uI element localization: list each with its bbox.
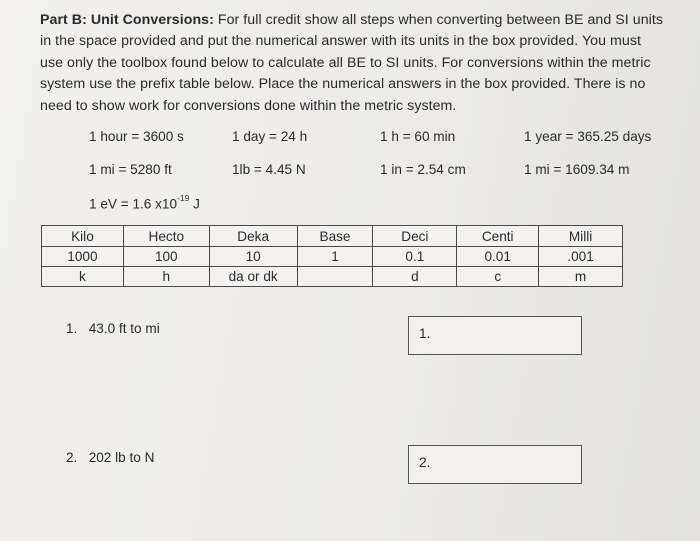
conversion-hour-minutes: 1 h = 60 min [380,129,456,144]
prefix-cell: Milli [539,226,623,247]
symbol-cell: d [373,267,457,287]
prefix-cell: Base [297,226,373,247]
prefix-cell: Centi [457,226,539,247]
prefix-names-row [42,226,623,247]
conversion-electronvolt [89,195,200,212]
answer-box-label: 1. [419,326,431,341]
answer-box-1[interactable] [408,316,582,355]
symbol-cell: da or dk [209,267,297,287]
factor-cell: 0.1 [373,247,457,267]
symbol-cell: m [539,267,623,287]
factor-cell: 1 [297,247,373,267]
answer-box-label: 2. [419,455,431,470]
conversion-pound-newton: 1lb = 4.45 N [232,162,306,177]
factor-cell: 10 [209,247,297,267]
problem-1 [66,321,160,336]
prefix-cell: Deka [209,226,297,247]
problem-number: 2. [66,450,78,465]
symbol-cell: c [457,267,539,287]
prefix-symbols-row [42,267,623,287]
instructions-paragraph [40,10,665,117]
prefix-cell: Hecto [123,226,209,247]
instructions-text: For full credit show all steps when converting between BE and SI units in the space provided and put the numerical answer with its units in the box provided. You must use only the toolbox found below to calculate all BE to SI units. For conversions within the metric system use the prefix table below. Place the numerical answers in the box provided. There is no need to show work for conversions done within the metric system. [40,12,664,114]
prefix-cell: Kilo [42,226,124,247]
prefix-factors-row [42,247,623,267]
factor-cell: 100 [123,247,209,267]
factor-cell: .001 [539,247,623,267]
ev-unit: J [189,196,200,212]
symbol-cell: k [42,267,124,287]
conversion-day: 1 day = 24 h [232,129,308,144]
factor-cell: 0.01 [457,247,539,267]
conversion-inch-cm: 1 in = 2.54 cm [380,162,466,177]
problem-2 [66,450,154,465]
symbol-cell: h [123,267,209,287]
section-title: Part B: Unit Conversions: [40,12,214,28]
factor-cell: 1000 [42,247,124,267]
conversion-year: 1 year = 365.25 days [524,129,652,144]
problem-text: 43.0 ft to mi [88,321,160,336]
ev-base: 1 eV = 1.6 x10 [89,196,178,212]
problem-text: 202 lb to N [88,450,155,465]
answer-box-2[interactable] [408,445,582,484]
conversion-mile-meter: 1 mi = 1609.34 m [524,162,630,177]
prefix-cell: Deci [373,226,457,247]
ev-exponent: -19 [177,193,190,203]
metric-prefix-table [41,225,623,287]
symbol-cell [297,267,373,287]
conversion-hour: 1 hour = 3600 s [89,129,184,144]
problem-number: 1. [66,321,78,336]
conversion-mile-feet: 1 mi = 5280 ft [89,162,172,177]
